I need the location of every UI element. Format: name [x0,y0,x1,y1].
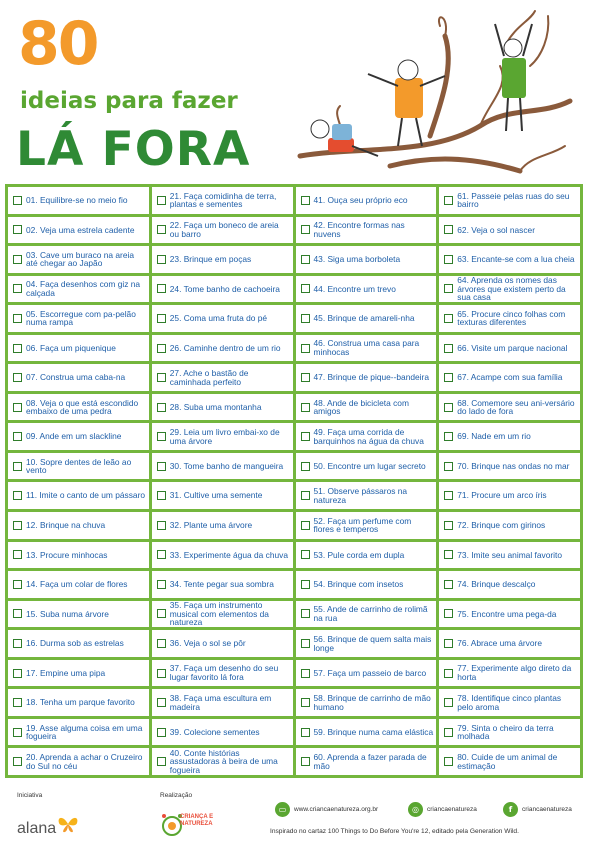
checkbox-icon[interactable] [444,639,453,648]
idea-text: 80. Cuide de um animal de estimação [457,752,558,771]
checkbox-icon[interactable] [157,225,166,234]
butterfly-icon [57,815,79,833]
idea-item[interactable] [439,571,580,598]
idea-item[interactable] [296,305,437,332]
checkbox-icon[interactable] [157,550,166,559]
idea-text: 04. Faça desenhos com giz na calçada [26,279,141,298]
checkbox-icon[interactable] [13,373,22,382]
checkbox-icon[interactable] [13,669,22,678]
headline-subtitle: ideias para fazer [20,88,238,114]
idea-item[interactable] [8,512,149,539]
idea-item[interactable] [8,482,149,509]
checkbox-icon[interactable] [13,344,22,353]
idea-item[interactable] [152,246,293,273]
idea-text: 72. Brinque com girinos [457,520,546,531]
idea-item[interactable] [8,217,149,244]
idea-item[interactable] [296,542,437,569]
checkbox-icon[interactable] [301,432,310,441]
idea-item[interactable] [296,246,437,273]
idea-item[interactable] [439,482,580,509]
idea-text: 21. Faça comidinha de terra, plantas e sementes [169,190,277,210]
checkbox-icon[interactable] [157,432,166,441]
idea-text: 63. Encante-se com a lua cheia [457,254,575,265]
checkbox-icon[interactable] [444,284,453,293]
idea-text: 08. Veja o que está escondido embaixo de uma pedra [26,397,139,417]
idea-item[interactable] [439,689,580,716]
checkbox-icon[interactable] [13,314,22,323]
idea-text: 73. Imite seu animal favorito [457,549,562,560]
idea-text: 30. Tome banho de mangueira [169,460,284,471]
idea-text: 48. Ande de bicicleta com amigos [313,397,409,417]
idea-item[interactable] [152,394,293,421]
checkbox-icon[interactable] [13,521,22,530]
checkbox-icon[interactable] [157,314,166,323]
idea-text: 15. Suba numa árvore [26,608,109,619]
idea-text: 06. Faça um piquenique [26,342,116,353]
checkbox-icon[interactable] [301,639,310,648]
idea-item[interactable] [439,630,580,657]
idea-item[interactable] [8,571,149,598]
idea-item[interactable] [296,630,437,657]
checkbox-icon[interactable] [13,550,22,559]
checkbox-icon[interactable] [157,639,166,648]
idea-item[interactable] [296,276,437,303]
checkbox-icon[interactable] [301,314,310,323]
checkbox-icon[interactable] [157,698,166,707]
checkbox-icon[interactable] [444,698,453,707]
idea-item[interactable] [439,187,580,214]
checkbox-icon[interactable] [301,196,310,205]
poster-footer [0,780,595,849]
idea-item[interactable] [152,482,293,509]
initiative-label: Iniciativa [17,792,43,799]
idea-text: 27. Ache o bastão de caminhada perfeito [169,367,249,387]
poster-header [0,0,595,182]
ideas-checklist-board [5,184,583,778]
checkbox-icon[interactable] [157,669,166,678]
idea-text: 74. Brinque descalço [457,579,536,590]
idea-text: 55. Ande de carrinho de rolimã na rua [313,604,428,623]
idea-text: 66. Visite um parque nacional [457,342,568,353]
idea-text: 78. Identifique cinco plantas pelo aroma [457,693,562,712]
idea-item[interactable] [152,364,293,391]
checkbox-icon[interactable] [301,284,310,293]
idea-item[interactable] [296,660,437,687]
idea-text: 41. Ouça seu próprio eco [313,194,408,205]
checkbox-icon[interactable] [301,698,310,707]
idea-item[interactable] [439,542,580,569]
realization-label: Realização [160,792,193,799]
idea-item[interactable] [439,512,580,539]
idea-text: 51. Observe pássaros na natureza [313,486,408,505]
checkbox-icon[interactable] [444,757,453,766]
idea-text: 26. Caminhe dentro de um rio [169,342,281,353]
checkbox-icon[interactable] [13,462,22,471]
idea-item[interactable] [8,660,149,687]
idea-text: 64. Aprenda os nomes das árvores que existem perto da sua casa [457,275,566,303]
idea-item[interactable] [8,601,149,628]
computer-icon: ▭ [275,802,290,817]
idea-item[interactable] [439,719,580,746]
idea-item[interactable] [296,217,437,244]
checkbox-icon[interactable] [301,255,310,264]
instagram-icon: ◎ [408,802,423,817]
idea-item[interactable] [152,453,293,480]
checkbox-icon[interactable] [444,669,453,678]
checkbox-icon[interactable] [301,344,310,353]
checkbox-icon[interactable] [301,373,310,382]
idea-item[interactable] [152,187,293,214]
checkbox-icon[interactable] [157,462,166,471]
idea-item[interactable] [152,512,293,539]
checkbox-icon[interactable] [444,491,453,500]
idea-item[interactable] [296,423,437,450]
checkbox-icon[interactable] [157,344,166,353]
idea-item[interactable] [439,276,580,303]
idea-item[interactable] [296,748,437,775]
idea-text: 29. Leia um livro embai-xo de uma árvore [169,427,280,446]
checkbox-icon[interactable] [157,757,166,766]
checkbox-icon[interactable] [13,580,22,589]
idea-text: 11. Imite o canto de um pássaro [26,490,146,501]
checkbox-icon[interactable] [444,462,453,471]
idea-item[interactable] [439,246,580,273]
idea-text: 17. Empine uma pipa [26,667,106,678]
idea-item[interactable] [8,542,149,569]
facebook-link[interactable]: f criancaenatureza [503,802,572,817]
idea-text: 53. Pule corda em dupla [313,549,405,560]
idea-item[interactable] [439,305,580,332]
idea-item[interactable] [152,542,293,569]
checkbox-icon[interactable] [301,609,310,618]
idea-item[interactable] [8,276,149,303]
crianca-natureza-logo-text: CRIANÇA E NATUREZA [180,814,214,827]
idea-text: 39. Colecione sementes [169,726,260,737]
checkbox-icon[interactable] [13,639,22,648]
checkbox-icon[interactable] [13,728,22,737]
idea-text: 02. Veja uma estrela cadente [26,224,135,235]
idea-text: 23. Brinque em poças [169,254,252,265]
idea-item[interactable] [296,482,437,509]
idea-item[interactable] [8,187,149,214]
idea-item[interactable] [8,630,149,657]
idea-item[interactable] [296,719,437,746]
idea-text: 68. Comemore seu ani-versário do lado de fora [457,397,575,417]
idea-text: 09. Ande em um slackline [26,431,122,442]
instagram-link[interactable]: ◎ criancaenatureza [408,802,477,817]
checkbox-icon[interactable] [301,580,310,589]
checkbox-icon[interactable] [444,580,453,589]
alana-logo-text: alana [17,820,57,837]
idea-text: 62. Veja o sol nascer [457,224,536,235]
idea-item[interactable] [8,394,149,421]
checkbox-icon[interactable] [157,728,166,737]
idea-text: 20. Aprenda a achar o Cruzeiro do Sul no céu [26,752,143,771]
checkbox-icon[interactable] [13,255,22,264]
idea-text: 10. Sopre dentes de leão ao vento [26,456,132,476]
checkbox-icon[interactable] [444,225,453,234]
idea-text: 19. Asse alguma coisa em uma fogueira [26,722,143,742]
checkbox-icon[interactable] [444,373,453,382]
idea-item[interactable] [296,601,437,628]
checkbox-icon[interactable] [444,432,453,441]
checkbox-icon[interactable] [444,403,453,412]
idea-text: 31. Cultive uma semente [169,490,263,501]
idea-item[interactable] [8,689,149,716]
idea-item[interactable] [296,453,437,480]
idea-text: 52. Faça um perfume com flores e temperos [313,515,412,535]
idea-item[interactable] [152,689,293,716]
checkbox-icon[interactable] [13,757,22,766]
idea-text: 12. Brinque na chuva [26,520,106,531]
checkbox-icon[interactable] [13,491,22,500]
idea-item[interactable] [8,423,149,450]
checkbox-icon[interactable] [13,284,22,293]
idea-text: 43. Siga uma borboleta [313,254,401,265]
idea-item[interactable] [152,660,293,687]
checkbox-icon[interactable] [13,403,22,412]
checkbox-icon[interactable] [157,373,166,382]
idea-text: 44. Encontre um trevo [313,283,396,294]
idea-item[interactable] [439,364,580,391]
idea-item[interactable] [152,276,293,303]
idea-text: 37. Faça um desenho do seu lugar favorito lá fora [169,663,279,683]
idea-item[interactable] [8,748,149,775]
checkbox-icon[interactable] [301,521,310,530]
checkbox-icon[interactable] [157,521,166,530]
idea-text: 14. Faça um colar de flores [26,579,128,590]
idea-text: 03. Cave um buraco na areia até chegar ao Japão [26,249,135,269]
idea-item[interactable] [152,748,293,775]
idea-item[interactable] [296,512,437,539]
idea-text: 77. Experimente algo direto da horta [457,663,572,683]
idea-item[interactable] [152,335,293,362]
idea-text: 05. Escorregue com pa-pelão numa rampa [26,308,136,328]
idea-text: 76. Abrace uma árvore [457,638,542,649]
idea-text: 61. Passeie pelas ruas do seu bairro [457,190,570,210]
idea-item[interactable] [296,187,437,214]
checkbox-icon[interactable] [13,225,22,234]
idea-text: 36. Veja o sol se pôr [169,638,246,649]
checkbox-icon[interactable] [301,462,310,471]
idea-item[interactable] [152,305,293,332]
checkbox-icon[interactable] [13,698,22,707]
idea-text: 57. Faça um passeio de barco [313,667,427,678]
idea-text: 32. Plante uma árvore [169,520,253,531]
idea-item[interactable] [152,423,293,450]
checkbox-icon[interactable] [301,491,310,500]
checkbox-icon[interactable] [301,757,310,766]
idea-item[interactable] [152,217,293,244]
idea-text: 46. Construa uma casa para minhocas [313,338,420,358]
idea-item[interactable] [439,335,580,362]
checkbox-icon[interactable] [157,284,166,293]
idea-item[interactable] [439,394,580,421]
idea-item[interactable] [296,571,437,598]
idea-text: 54. Brinque com insetos [313,579,404,590]
idea-text: 38. Faça uma escultura em madeira [169,693,272,712]
idea-text: 45. Brinque de amareli-nha [313,313,415,324]
checkbox-icon[interactable] [444,521,453,530]
idea-text: 16. Durma sob as estrelas [26,638,124,649]
idea-text: 25. Coma uma fruta do pé [169,313,268,324]
idea-text: 79. Sinta o cheiro da terra molhada [457,722,554,742]
idea-item[interactable] [439,748,580,775]
idea-item[interactable] [152,719,293,746]
checkbox-icon[interactable] [301,403,310,412]
facebook-icon: f [503,802,518,817]
idea-text: 49. Faça uma corrida de barquinhos na água da chuva [313,427,424,446]
idea-text: 28. Suba uma montanha [169,401,262,412]
checkbox-icon[interactable] [301,550,310,559]
checkbox-icon[interactable] [444,609,453,618]
checkbox-icon[interactable] [157,196,166,205]
credit-note: Inspirado no cartaz 100 Things to Do Before You're 12, editado pela Generation Wild. [270,828,519,835]
headline-number: 80 [18,9,98,79]
idea-text: 65. Procure cinco folhas com texturas diferentes [457,308,566,328]
idea-text: 59. Brinque numa cama elástica [313,726,434,737]
idea-item[interactable] [8,335,149,362]
checkbox-icon[interactable] [301,669,310,678]
idea-text: 07. Construa uma caba-na [26,372,126,383]
idea-item[interactable] [439,217,580,244]
idea-text: 50. Encontre um lugar secreto [313,460,426,471]
idea-item[interactable] [296,335,437,362]
idea-text: 40. Conte histórias assustadoras à beira de uma fogueira [169,748,278,775]
idea-text: 22. Faça um boneco de areia ou barro [169,220,279,239]
idea-item[interactable] [439,660,580,687]
idea-text: 24. Tome banho de cachoeira [169,283,280,294]
idea-text: 58. Brinque de carrinho de mão humano [313,693,431,712]
idea-text: 01. Equilibre-se no meio fio [26,194,128,205]
idea-text: 35. Faça um instrumento musical com elementos da natureza [169,600,269,628]
idea-item[interactable] [296,689,437,716]
idea-text: 34. Tente pegar sua sombra [169,579,274,590]
checkbox-icon[interactable] [157,580,166,589]
idea-text: 67. Acampe com sua família [457,372,563,383]
idea-item[interactable] [152,601,293,628]
idea-item[interactable] [8,364,149,391]
idea-text: 33. Experimente água da chuva [169,549,289,560]
idea-item[interactable] [439,453,580,480]
idea-item[interactable] [152,630,293,657]
idea-item[interactable] [439,423,580,450]
checkbox-icon[interactable] [444,550,453,559]
checkbox-icon[interactable] [13,432,22,441]
idea-item[interactable] [8,453,149,480]
idea-item[interactable] [296,394,437,421]
idea-text: 70. Brinque nas ondas no mar [457,460,570,471]
website-link[interactable]: ▭ www.criancaenatureza.org.br [275,802,378,817]
idea-item[interactable] [296,364,437,391]
idea-text: 56. Brinque de quem salta mais longe [313,633,432,653]
checkbox-icon[interactable] [157,255,166,264]
checkbox-icon[interactable] [301,728,310,737]
checkbox-icon[interactable] [444,196,453,205]
idea-item[interactable] [8,246,149,273]
idea-item[interactable] [152,571,293,598]
checkbox-icon[interactable] [157,609,166,618]
idea-text: 42. Encontre formas nas nuvens [313,220,405,239]
ideas-grid [8,187,580,775]
headline-title: LÁ FORA [16,122,251,177]
idea-text: 18. Tenha um parque favorito [26,697,135,708]
idea-item[interactable] [439,601,580,628]
idea-item[interactable] [8,719,149,746]
idea-text: 47. Brinque de pique--bandeira [313,372,429,383]
checkbox-icon[interactable] [444,344,453,353]
idea-text: 71. Procure um arco íris [457,490,547,501]
checkbox-icon[interactable] [444,314,453,323]
checkbox-icon[interactable] [444,255,453,264]
checkbox-icon[interactable] [444,728,453,737]
idea-text: 13. Procure minhocas [26,549,108,560]
idea-item[interactable] [8,305,149,332]
children-on-branches-illustration [280,6,580,178]
checkbox-icon[interactable] [157,403,166,412]
checkbox-icon[interactable] [13,609,22,618]
idea-text: 69. Nade em um rio [457,431,531,442]
checkbox-icon[interactable] [301,225,310,234]
idea-text: 60. Aprenda a fazer parada de mão [313,752,427,771]
idea-text: 75. Encontre uma pega-da [457,608,557,619]
checkbox-icon[interactable] [13,196,22,205]
checkbox-icon[interactable] [157,491,166,500]
